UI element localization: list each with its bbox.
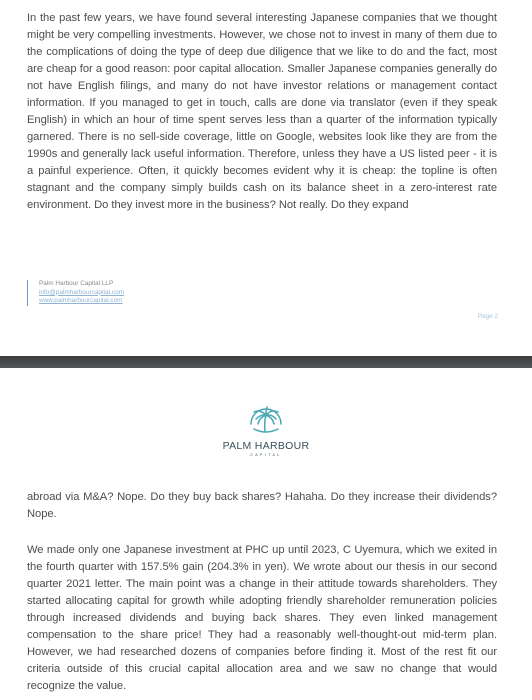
logo-wordmark: PALM HARBOUR bbox=[222, 440, 310, 452]
page-number: Page 2 bbox=[477, 313, 498, 320]
page-separator bbox=[0, 356, 532, 368]
footer-firm-name: Palm Harbour Capital LLP bbox=[39, 280, 114, 287]
body-paragraph: In the past few years, we have found several interesting Japanese companies that we thought might be very compelling investments. However, we chose not to invest in many of them due to the complications of doing the type of deep due diligence that we like to do and the fact, most are cheap for a good reason: poor capital allocation. Smaller Japanese companies generally do not have English filings, and many do not have investor relations or management contact information. If you managed to get in touch, calls are done via translator (even if they speak English) in which an hour of time spent serves less than a quarter of the information typically garnered. There is no sell-side coverage, little on Google, websites look like they are from the 1990s and generally lack useful information. Therefore, unless they have a US listed peer - it is a painful experience. Often, it quickly becomes evident why it is cheap: the topline is often stagnant and the company simply builds cash on its balance sheet in a zero-interest rate environment. Do they invest more in the business? Not really. Do they expand bbox=[27, 12, 497, 211]
body-paragraph: We made only one Japanese investment at PHC up until 2023, C Uyemura, which we exited in the fourth quarter with 157.5% gain (204.3% in yen). We wrote about our thesis in our second quarter 2021 letter. The main point was a change in their attitude towards shareholders. They started allocating capital for growth while adopting friendly shareholder remuneration policies through increased dividends and buying back shares. They even linked management compensation to the share price! They had a reasonably well-thought-out mid-term plan. However, we had researched dozens of companies before finding it. Most of the rest fit our criteria outside of this crucial capital allocation area and we saw no change that would recognize the value. bbox=[27, 544, 497, 692]
document-page-3 bbox=[0, 368, 532, 700]
body-paragraph: abroad via M&A? Nope. Do they buy back shares? Hahaha. Do they increase their dividends? Nope. bbox=[27, 491, 497, 520]
footer-email-link[interactable]: info@palmharbourcapital.com bbox=[39, 288, 124, 296]
page-footer bbox=[27, 280, 124, 306]
company-logo bbox=[0, 402, 532, 457]
footer-website-link[interactable]: www.palmharbourcapital.com bbox=[39, 297, 123, 305]
palm-tree-icon bbox=[247, 402, 285, 438]
logo-subtitle: CAPITAL bbox=[250, 453, 282, 457]
